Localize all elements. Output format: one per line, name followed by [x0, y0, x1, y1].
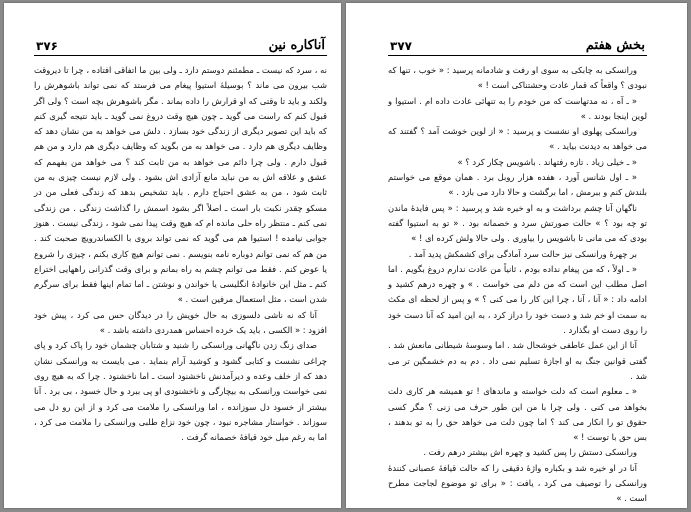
paragraph: « ـ خیلی زیاد . تازه رفتهاند . باشویس چکار کرد ؟ » [457, 156, 637, 167]
left-page-body [34, 63, 327, 445]
page-number: ۳۷۶ [36, 39, 58, 53]
paragraph: صدای زنگ زدن ناگهانی ورانسکی را شنید و شتابان چشمان خود را پاک کرد و پای چراغی نشست و کتابی گشود و کوشید آرام بنماید . می بایست به ورانسکی نشان دهد که از خلف وعده و دیرآمدنش ناخشنود است ـ اما ناخشنود . چرا که به هیچ روی نمی خواست ورانسکی به بیچارگی و ناخشنودی او پی ببرد و حال خسود ، بی برد . آنا بیشتر از خسود دل سوزانده ، اما ورانسکی را ملامت می کرد و از این رو دل می سوزاند . خواستار مشاجره نبود ، چون خود نزاع طلبی ورانسکی را ملامت می کرد ، اما به رغم میل خود قیافهٔ خصمانه گرفت . [34, 340, 327, 443]
paragraph: آنا که نه ناشی دلسوزی به حال خویش را در دیدگان حس می کرد ، پیش خود افزود : « الکسی ، باید یک خرده احساس همدردی داشته باشد . » [34, 309, 327, 336]
page-number: ۳۷۷ [390, 39, 412, 53]
paragraph: بر چهرهٔ ورانسکی نیز حالت سرد آمادگی برای کشمکش پدید آمد . [408, 248, 637, 259]
paragraph: آنا از این عمل عاطفی خوشحال شد . اما وسوسهٔ شیطانی مانعش شد . گفتی قوانین جنگ به او اجازهٔ تسلیم نمی داد . دم به دم خشمگین تر می شد . [388, 340, 647, 381]
paragraph: « ـ اولاً ، که من پیغام نداده بودم ، ثانیاً من عادت ندارم دروغ بگویم . اما اصل مطلب این است که من دلم می خواست . » و چهره درهم کشید و ادامه داد : « آنا ، آنا ، چرا این کار را می کنی ؟ » و پس از لحظه ای مکث به سمت او خم شد و دست خود را دراز کرد ، به این امید که آنا دست خود را روی دست او بگذارد . [388, 263, 647, 336]
paragraph: ورانسکی پهلوی او نشست و پرسید : « از لوین خوشت آمد ؟ گفتند که می خواهد به دیدنت بیاید . » [388, 126, 647, 152]
running-title: آناکاره نین [268, 38, 325, 53]
paragraph: ناگهان آنا چشم برداشت و به او خیره شد و پرسید : « پس فایدهٔ ماندن تو چه بود ؟ » حالت صورتش سرد و خصمانه بود . « تو به استیوا گفته بودی که می مانی تا باشویس را بیاوری . ولی حالا ولش کرده ای ! » [388, 202, 647, 244]
paragraph: آنا در او خیره شد و بکباره واژهٔ دقیقی را که حالت قیافهٔ عصبانی کنندهٔ ورانسکی را توصیف می کرد ، یافت : « برای تو موضوع لجاجت مطرح است . » [388, 462, 647, 504]
right-page-body [388, 63, 647, 507]
paragraph: نه ، سرد که نیست ـ مطمئنم دوستم دارد ـ ولی بین ما اتفاقی افتاده ، چرا تا دیروقت شب بیرون می ماند ؟ بوسیلهٔ استیوا پیغام می فرستد که نمی تواند باشوهرش را ولکند و باید تا وقتی که او قرارش را داده بماند . مگر باشوهرش بچه است ؟ ولی اگر قبول کنم که راست می گوید ـ چون هیچ وقت دروغ نمی گوید ـ باید نتیجه گیری کنم که باید این تصویر دیگری از زندگی خود بسازد . دلش می خواهد به من نشان دهد که وظایف دیگری هم دارد . می خواهد به من بگوید که وظایف دیگری هم دارد و من هم قبول دارم . ولی چرا دائم می خواهد به من ثابت کند ؟ می خواهد من بفهمم که عشق و علاقه اش به من نباید مانع آزادی اش بشود . ولی لازم نیست چیزی به من ثابت شود ، من به عشق احتیاج دارم . باید تشخیص بدهد که زندگی فعلی من در مسکو چقدر نکبت بار است ـ اصلاً اگر بشود اسمش را گذاشت زندگی . من زندگی نمی کنم ـ منتظر راه حلی مانده ام که هیچ وقت پیدا نمی شود ، زندگی نیست . هنوز جوابی نیامده ! استیوا هم می گوید که نمی تواند بروی با الکساندرویچ صحبت کند . من هم که نمی توانم دوباره نامه بنویسم . نمی توانم هیچ کاری بکنم ، چیزی را شروع یا عوض کنم . فقط می توانم چشم به راه بمانم و برای وقت گذرانی راههایی اختراع کنم ـ مثل این خانوادهٔ انگلیسی یا خواندن و نوشتن ـ اما تمام اینها فقط برای سرگرم شدن است ، مثل استعمال مرفین است . » [34, 65, 327, 305]
running-title: بخش هفتم [585, 38, 645, 53]
left-page [4, 3, 341, 508]
right-page [346, 3, 687, 508]
left-page-header [34, 35, 327, 56]
paragraph: « ـ آه ، نه مدتهاست که من خودم را به تنهائی عادت داده ام . استیوا و لوین اینجا بودند . » [388, 95, 647, 121]
right-page-header [388, 35, 647, 56]
paragraph: « ـ اول شانس آورد ، هفده هزار روبل برد . همان موقع می خواستم بلندش کنم و ببرمش ، اما برگشت و حالا دارد می بازد . » [388, 172, 647, 198]
paragraph: « ـ معلوم است که دلت خواسته و ماندهای ! تو همیشه هر کاری دلت بخواهد می کنی . ولی چرا با من این طور حرف می زنی ؟ مگر کسی حقوق تو را انکار می کند ؟ اما چون دلت می خواهد حق را به تو بدهند ، بس حق با توست ! » [388, 386, 647, 443]
paragraph: ورانسکی به چابکی به سوی او رفت و شادمانه پرسید : « خوب ، تنها که نبودی ؟ واقعاً که قمار عادت وحشتناکی است ! » [388, 65, 647, 91]
paragraph: ورانسکی دستش را پس کشید و چهره اش بیشتر درهم رفت . [423, 447, 637, 458]
